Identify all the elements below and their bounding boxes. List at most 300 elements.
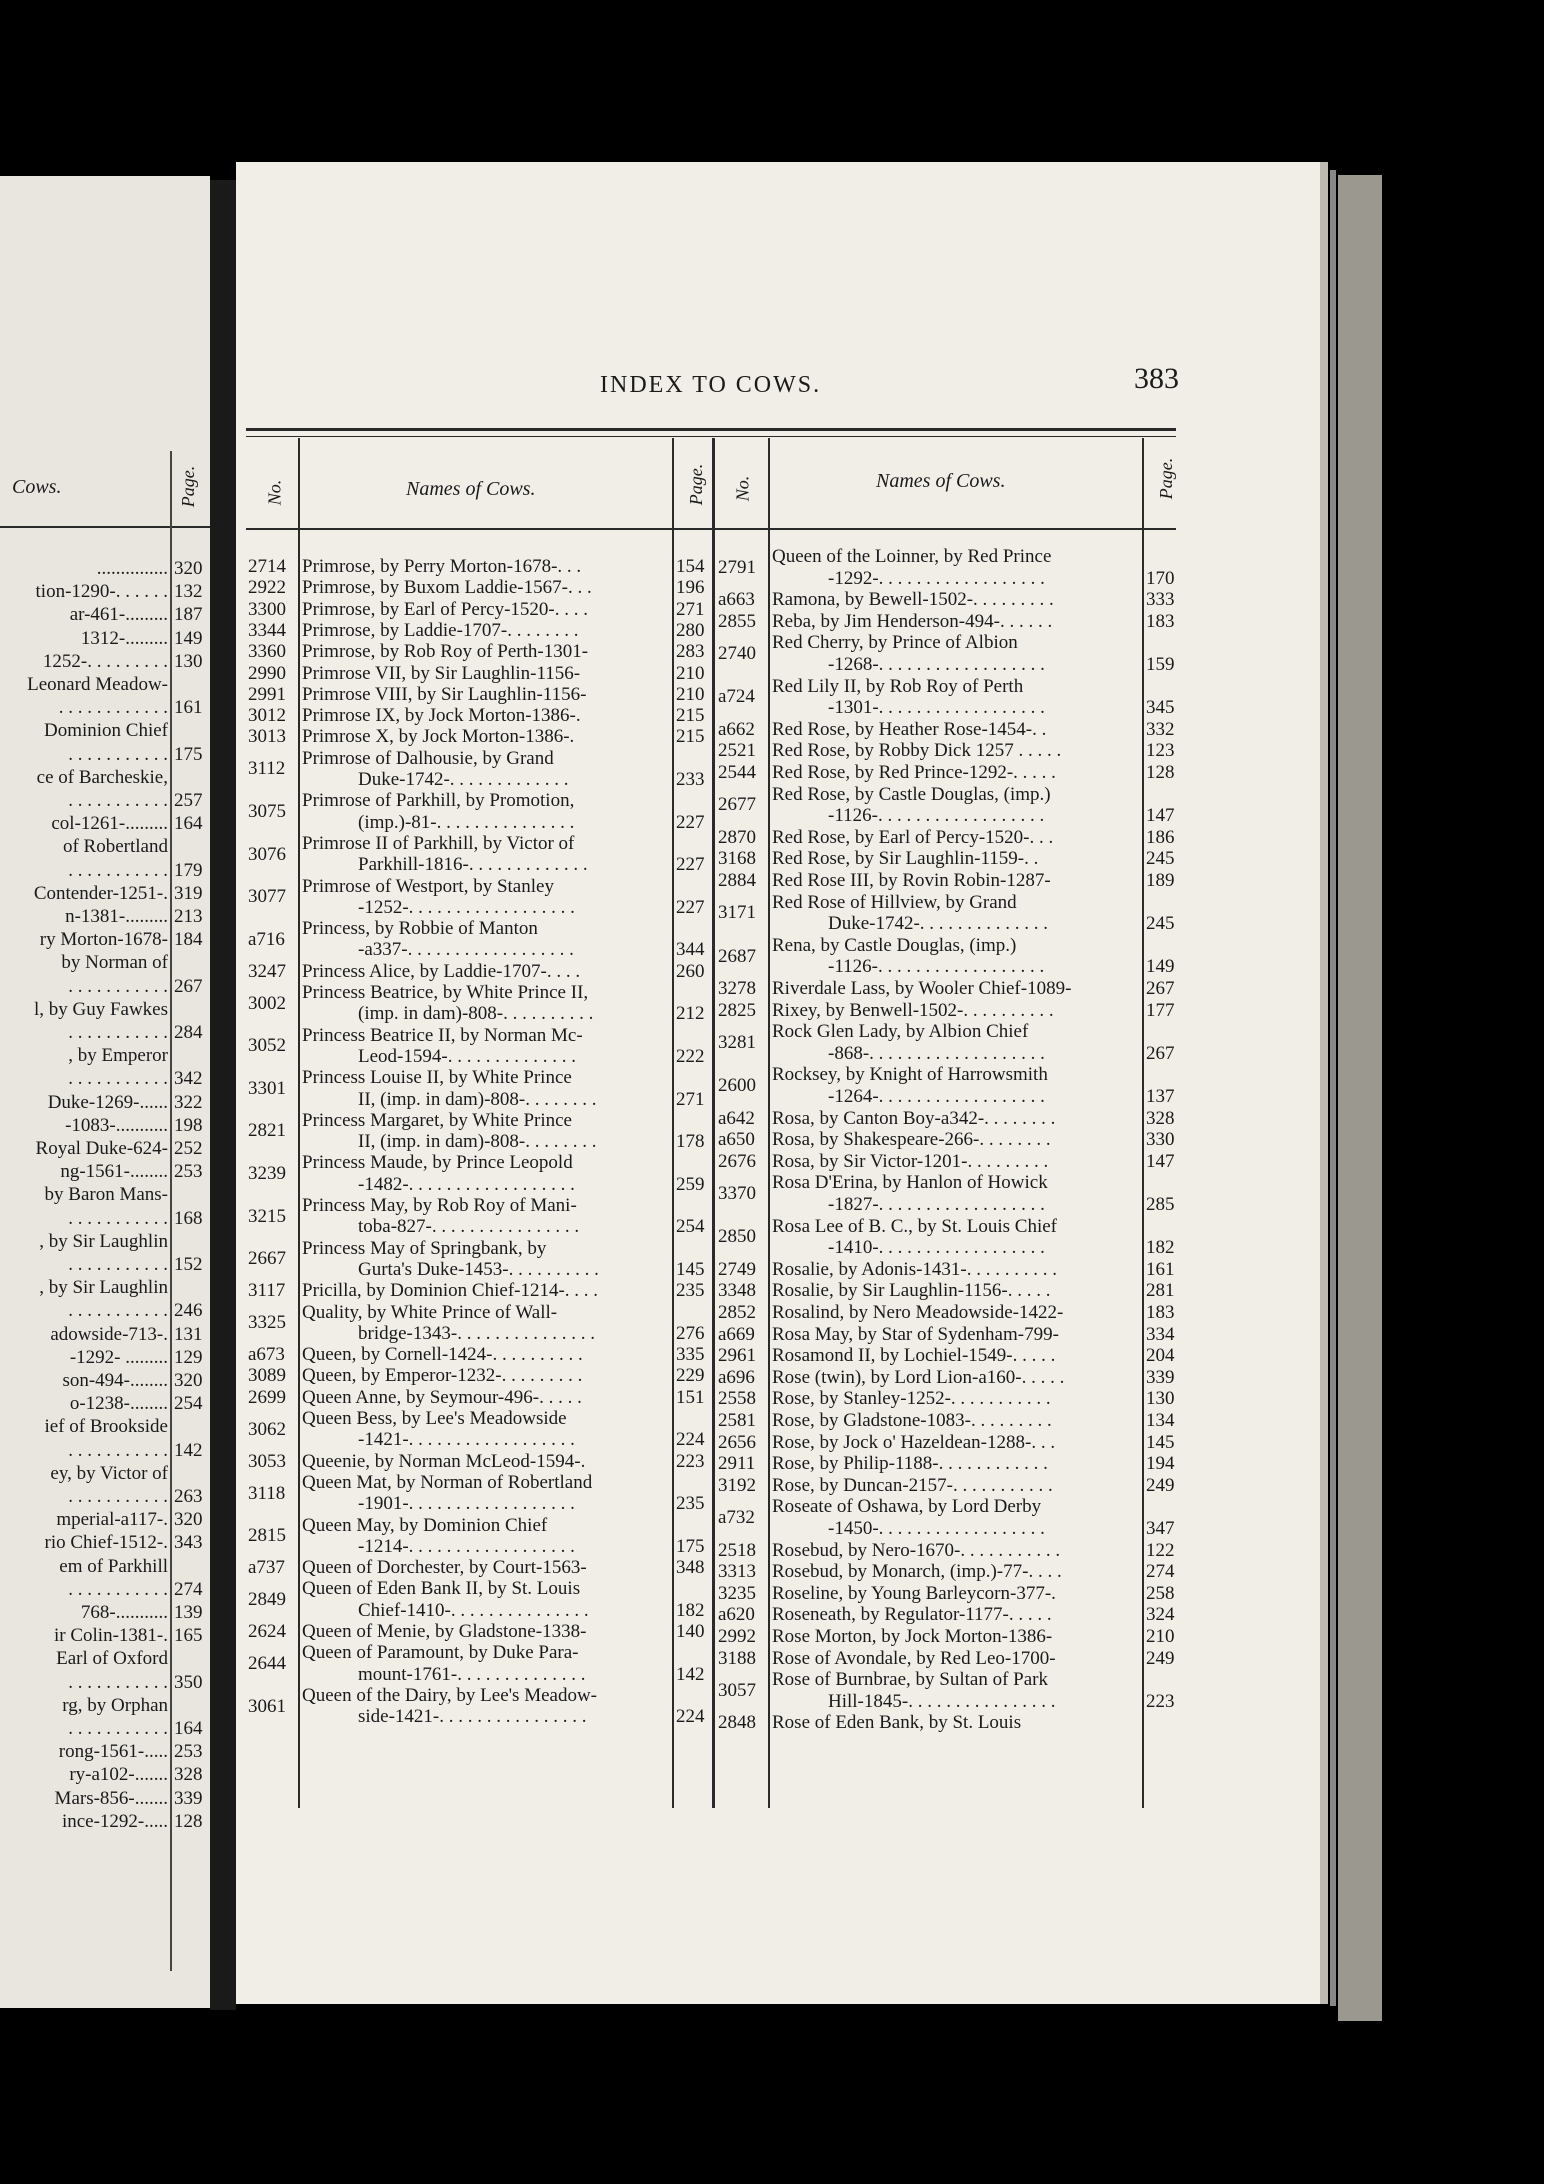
left-row-text: . . . . . . . . . . . [68, 1207, 168, 1229]
entry-number: 2991 [248, 683, 286, 705]
entry-name: Queen of Menie, by Gladstone-1338- [302, 1621, 587, 1642]
entry-page: 189 [1146, 870, 1175, 891]
left-row-page: 132 [174, 581, 203, 603]
entry-name: Primrose, by Buxom Laddie-1567-. . . [302, 577, 592, 599]
left-row-page: 179 [174, 859, 203, 881]
entry-name: Duke-1742-. . . . . . . . . . . . . . [828, 913, 1049, 935]
entry-name: Red Rose, by Sir Laughlin-1159-. . [772, 848, 1039, 870]
entry-page: 215 [676, 726, 705, 748]
entry-name: -1301-. . . . . . . . . . . . . . . . . . [828, 697, 1045, 719]
entry-page: 254 [676, 1216, 705, 1238]
header-rule [246, 528, 1176, 530]
entry-name: -1252-. . . . . . . . . . . . . . . . . . [358, 896, 575, 918]
entry-page: 245 [1146, 848, 1175, 870]
entry-name: Primrose II of Parkhill, by Victor of [302, 832, 575, 854]
left-row-page: 130 [174, 650, 203, 672]
entry-name: Princess Alice, by Laddie-1707-. . . . [302, 960, 581, 982]
left-row-text: . . . . . . . . . . . [68, 1718, 168, 1739]
entry-number: 3089 [248, 1365, 286, 1387]
entry-number: a662 [718, 718, 755, 740]
entry-number: 2544 [718, 762, 756, 783]
entry-name: toba-827-. . . . . . . . . . . . . . . . [358, 1216, 580, 1238]
entry-name: Princess, by Robbie of Manton [302, 918, 538, 940]
entry-name: Rose Morton, by Jock Morton-1386- [772, 1626, 1053, 1647]
left-row-page: 284 [174, 1022, 203, 1043]
left-row-text: rio Chief-1512-. [44, 1532, 168, 1554]
entry-number: 2624 [248, 1621, 286, 1642]
entry-page: 145 [676, 1258, 705, 1280]
left-row-text: ce of Barcheskie, [36, 766, 168, 788]
left-row-page: 274 [174, 1578, 203, 1600]
left-row-text: . . . . . . . . . . . [68, 975, 168, 997]
left-names-header: Cows. [12, 476, 62, 498]
entry-page: 259 [676, 1173, 705, 1195]
entry-page: 235 [676, 1280, 705, 1302]
column-divider [712, 438, 715, 1808]
entry-number: 3057 [718, 1680, 756, 1701]
entry-name: Riverdale Lass, by Wooler Chief-1089- [772, 978, 1072, 999]
entry-number: 3061 [248, 1695, 286, 1717]
entry-number: 3360 [248, 641, 286, 663]
left-row-text: , by Emperor [68, 1045, 168, 1067]
entry-page: 245 [1146, 913, 1175, 935]
page-edge [1338, 175, 1382, 2021]
entry-name: -1410-. . . . . . . . . . . . . . . . . . [828, 1237, 1045, 1259]
entry-name: -868-. . . . . . . . . . . . . . . . . . . [828, 1042, 1045, 1064]
col2-no-header: No. [732, 475, 753, 502]
left-row-text: . . . . . . . . . . . [68, 1068, 168, 1090]
left-row-text: Earl of Oxford [56, 1648, 168, 1670]
entry-page: 137 [1146, 1086, 1175, 1107]
left-row-text: . . . . . . . . . . . [68, 1254, 168, 1275]
entry-number: 2815 [248, 1525, 286, 1547]
entry-name: Rosa May, by Star of Sydenham-799- [772, 1323, 1059, 1345]
left-row-text: adowside-713-. [50, 1323, 168, 1345]
entry-number: a737 [248, 1557, 285, 1579]
entry-page: 210 [1146, 1626, 1175, 1647]
entry-name: -1827-. . . . . . . . . . . . . . . . . . [828, 1194, 1045, 1215]
entry-name: (imp. in dam)-808-. . . . . . . . . . [358, 1003, 594, 1025]
entry-page: 154 [676, 556, 705, 577]
entry-name: Roseate of Oshawa, by Lord Derby [772, 1496, 1042, 1518]
left-row-text: 1252-. . . . . . . . . [42, 650, 168, 672]
entry-name: Red Rose, by Heather Rose-1454-. . [772, 718, 1047, 740]
left-row-page: 263 [174, 1486, 203, 1507]
entry-number: 2849 [248, 1589, 286, 1611]
entry-name: Quality, by White Prince of Wall- [302, 1301, 558, 1323]
entry-number: 3077 [248, 886, 286, 908]
entry-name: Rosalind, by Nero Meadowside-1422- [772, 1302, 1064, 1323]
left-row-page: 252 [174, 1138, 203, 1159]
entry-page: 324 [1146, 1604, 1175, 1626]
entry-name: Red Rose, by Castle Douglas, (imp.) [772, 783, 1051, 805]
entry-name: Primrose IX, by Jock Morton-1386-. [302, 705, 581, 727]
left-row-page: 168 [174, 1207, 203, 1229]
entry-page: 335 [676, 1344, 705, 1366]
entry-name: Queen, by Cornell-1424-. . . . . . . . . . [302, 1344, 583, 1366]
entry-page: 223 [1146, 1690, 1175, 1712]
left-row-page: 319 [174, 882, 203, 904]
entry-number: 3013 [248, 726, 286, 748]
entry-number: 3117 [248, 1280, 286, 1302]
entry-page: 182 [1146, 1237, 1175, 1259]
entry-number: 2855 [718, 610, 756, 632]
entry-name: Queen, by Emperor-1232-. . . . . . . . . [302, 1365, 583, 1387]
entry-name: Rose, by Gladstone-1083-. . . . . . . . . [772, 1410, 1052, 1431]
left-row-page: 350 [174, 1671, 203, 1693]
entry-name: Primrose, by Earl of Percy-1520-. . . . [302, 598, 588, 620]
entry-name: -1126-. . . . . . . . . . . . . . . . . . [828, 805, 1045, 827]
entry-page: 267 [1146, 978, 1175, 999]
col2-page-header: Page. [1156, 457, 1177, 500]
entry-name: Primrose of Parkhill, by Promotion, [302, 790, 575, 812]
entry-name: Red Rose of Hillview, by Grand [772, 891, 1017, 913]
entry-name: Rosamond II, by Lochiel-1549-. . . . . [772, 1345, 1056, 1367]
entry-name: Primrose of Dalhousie, by Grand [302, 747, 554, 769]
entry-number: 3301 [248, 1077, 286, 1099]
entry-number: 2656 [718, 1431, 756, 1453]
entry-number: 2558 [718, 1388, 756, 1410]
left-row-text: n-1381-......... [65, 906, 168, 927]
entry-number: 2521 [718, 740, 756, 762]
entry-number: 3118 [248, 1482, 286, 1504]
entry-page: 145 [1146, 1431, 1175, 1453]
entry-page: 227 [676, 896, 705, 918]
entry-page: 204 [1146, 1345, 1175, 1367]
left-row-text: ief of Brookside [44, 1416, 168, 1438]
entry-name: Princess Louise II, by White Prince [302, 1067, 572, 1089]
col2-page-rule [1142, 438, 1144, 1808]
left-row-page: 322 [174, 1091, 203, 1113]
left-row-text: ince-1292-..... [61, 1810, 168, 1832]
left-row-text: . . . . . . . . . . . [68, 790, 168, 811]
entry-name: Queen Bess, by Lee's Meadowside [302, 1408, 567, 1429]
entry-number: 2749 [718, 1258, 756, 1280]
entry-number: 2676 [718, 1150, 756, 1172]
left-row-text: o-1238-........ [69, 1393, 168, 1415]
entry-name: Rosalie, by Adonis-1431-. . . . . . . . . . [772, 1258, 1057, 1280]
entry-number: 3247 [248, 960, 286, 982]
left-row-page: 328 [174, 1764, 203, 1786]
entry-page: 229 [676, 1365, 705, 1387]
left-row-page: 257 [174, 790, 203, 811]
left-page-header: Page. [178, 465, 199, 508]
entry-page: 130 [1146, 1388, 1175, 1410]
col1-no-rule [298, 438, 300, 1808]
entry-name: Red Rose, by Red Prince-1292-. . . . . [772, 762, 1056, 783]
entry-page: 210 [676, 662, 705, 684]
entry-number: 2581 [718, 1410, 756, 1431]
entry-page: 151 [676, 1386, 705, 1408]
entry-page: 280 [676, 619, 705, 641]
entry-name: Red Rose, by Earl of Percy-1520-. . . [772, 826, 1054, 848]
entry-name: Rose of Burnbrae, by Sultan of Park [772, 1669, 1048, 1691]
left-page-column-rule [170, 451, 172, 1971]
entry-name: Primrose, by Rob Roy of Perth-1301- [302, 641, 589, 663]
entry-name: Rose, by Jock o' Hazeldean-1288-. . . [772, 1431, 1056, 1453]
left-row-page: 142 [174, 1439, 203, 1461]
entry-number: 2825 [718, 999, 756, 1021]
left-row-page: 253 [174, 1741, 203, 1763]
entry-number: a724 [718, 686, 755, 708]
left-row-text: , by Sir Laughlin [39, 1277, 168, 1299]
entry-number: a620 [718, 1604, 755, 1626]
left-row-text: of Robertland [62, 836, 168, 858]
entry-name: Primrose VIII, by Sir Laughlin-1156- [302, 683, 587, 705]
entry-page: 333 [1146, 589, 1175, 611]
top-rule [246, 428, 1176, 431]
left-row-page: 254 [174, 1393, 203, 1415]
entry-number: 3076 [248, 843, 286, 865]
entry-number: 2677 [718, 794, 756, 816]
left-row-text: Royal Duke-624- [35, 1138, 168, 1159]
entry-page: 140 [676, 1621, 705, 1642]
left-row-page: 342 [174, 1068, 203, 1090]
entry-page: 123 [1146, 740, 1175, 762]
entry-name: Queen of Eden Bank II, by St. Louis [302, 1578, 581, 1600]
entry-name: Primrose X, by Jock Morton-1386-. [302, 726, 575, 748]
entry-name: Primrose, by Laddie-1707-. . . . . . . . [302, 619, 579, 641]
entry-name: Red Rose, by Robby Dick 1257 . . . . . [772, 740, 1062, 762]
left-row-text: . . . . . . . . . . . [68, 1671, 168, 1693]
entry-name: Queen of Paramount, by Duke Para- [302, 1642, 579, 1664]
entry-name: II, (imp. in dam)-808-. . . . . . . . [358, 1088, 597, 1110]
entry-page: 344 [676, 939, 705, 961]
left-row-text: . . . . . . . . . . . [68, 859, 168, 881]
entry-name: Leod-1594-. . . . . . . . . . . . . . [358, 1045, 576, 1067]
entry-name: Roseline, by Young Barleycorn-377-. [772, 1582, 1056, 1604]
entry-page: 128 [1146, 762, 1175, 783]
entry-name: Duke-1742-. . . . . . . . . . . . . [358, 769, 569, 790]
entry-number: 2992 [718, 1626, 756, 1647]
left-header-rule [0, 526, 210, 528]
entry-name: -1450-. . . . . . . . . . . . . . . . . . [828, 1518, 1045, 1539]
entry-number: a673 [248, 1344, 285, 1366]
entry-number: 3370 [718, 1183, 756, 1205]
entry-name: Queen of the Dairy, by Lee's Meadow- [302, 1684, 598, 1706]
entry-name: Chief-1410-. . . . . . . . . . . . . . . [358, 1599, 589, 1621]
entry-number: a696 [718, 1366, 755, 1388]
page-number: 383 [1134, 362, 1179, 395]
entry-number: 2687 [718, 945, 756, 967]
left-row-page: 161 [174, 697, 203, 719]
entry-name: Queen Anne, by Seymour-496-. . . . . [302, 1386, 582, 1408]
col1-no-header: No. [264, 479, 285, 506]
entry-name: -1482-. . . . . . . . . . . . . . . . . . [358, 1173, 575, 1195]
entry-name: Hill-1845-. . . . . . . . . . . . . . . . [828, 1690, 1056, 1712]
entry-page: 175 [676, 1535, 705, 1557]
entry-name: Primrose, by Perry Morton-1678-. . . [302, 556, 582, 577]
entry-name: Princess May of Springbank, by [302, 1237, 547, 1259]
entry-number: 3112 [248, 758, 286, 780]
left-row-text: by Norman of [61, 952, 168, 974]
left-row-text: em of Parkhill [59, 1555, 168, 1577]
entry-number: a716 [248, 928, 285, 950]
entry-number: 3053 [248, 1450, 286, 1472]
entry-name: Gurta's Duke-1453-. . . . . . . . . . [358, 1258, 599, 1280]
left-row-text: . . . . . . . . . . . [68, 743, 168, 765]
entry-page: 235 [676, 1493, 705, 1515]
entry-name: Pricilla, by Dominion Chief-1214-. . . . [302, 1280, 599, 1302]
entry-name: Rose of Avondale, by Red Leo-1700- [772, 1647, 1056, 1669]
entry-number: 2848 [718, 1712, 756, 1734]
entry-name: (imp.)-81-. . . . . . . . . . . . . . . [358, 811, 575, 833]
entry-name: -1292-. . . . . . . . . . . . . . . . . . [828, 567, 1045, 589]
entry-name: Rosebud, by Monarch, (imp.)-77-. . . . [772, 1561, 1062, 1583]
entry-page: 347 [1146, 1518, 1175, 1539]
left-row-page: 175 [174, 743, 203, 765]
entry-name: Roseneath, by Regulator-1177-. . . . . [772, 1604, 1052, 1626]
entry-name: -1126-. . . . . . . . . . . . . . . . . . [828, 956, 1045, 978]
left-row-text: Duke-1269-...... [47, 1091, 168, 1113]
entry-number: 3325 [248, 1312, 286, 1334]
left-row-page: 139 [174, 1602, 203, 1623]
entry-name: Princess Beatrice II, by Norman Mc- [302, 1024, 583, 1046]
left-row-text: ............... [96, 558, 168, 579]
left-row-page: 267 [174, 975, 203, 997]
entry-page: 222 [676, 1045, 705, 1067]
entry-number: 3188 [718, 1647, 756, 1669]
left-row-text: l, by Guy Fawkes [33, 998, 168, 1020]
entry-name: Queen Mat, by Norman of Robertland [302, 1471, 593, 1493]
entry-number: 3192 [718, 1474, 756, 1496]
entry-number: 3075 [248, 800, 286, 822]
entry-number: 2791 [718, 556, 756, 578]
left-row-page: 246 [174, 1300, 203, 1322]
left-row-text: . . . . . . . . . . . [68, 1578, 168, 1600]
entry-number: 2961 [718, 1345, 756, 1367]
entry-name: Rosa, by Shakespeare-266-. . . . . . . . [772, 1129, 1051, 1151]
left-row-text: Leonard Meadow- [27, 674, 168, 695]
entry-page: 134 [1146, 1410, 1175, 1431]
left-row-page: 343 [174, 1532, 203, 1554]
entry-page: 260 [676, 960, 705, 982]
entry-page: 147 [1146, 805, 1175, 827]
entry-name: Red Cherry, by Prince of Albion [772, 632, 1018, 654]
entry-page: 186 [1146, 826, 1175, 848]
left-row-text: Contender-1251-. [33, 882, 168, 904]
entry-name: Queenie, by Norman McLeod-1594-. [302, 1450, 586, 1472]
entry-page: 281 [1146, 1280, 1175, 1302]
entry-page: 274 [1146, 1561, 1175, 1583]
left-row-page: 131 [174, 1323, 203, 1345]
entry-name: Princess Maude, by Prince Leopold [302, 1152, 573, 1174]
entry-name: -1268-. . . . . . . . . . . . . . . . . . [828, 654, 1045, 675]
entry-page: 170 [1146, 567, 1175, 589]
entry-name: Rose, by Duncan-2157-. . . . . . . . . . . [772, 1474, 1053, 1496]
left-row-text: 1312-......... [80, 627, 168, 649]
left-row-text: . . . . . . . . . . . . [58, 697, 168, 719]
entry-number: a669 [718, 1323, 755, 1345]
entry-number: a663 [718, 589, 755, 611]
entry-number: 2518 [718, 1539, 756, 1561]
left-row-text: rg, by Orphan [62, 1694, 168, 1716]
entry-number: 2990 [248, 662, 286, 684]
entry-name: Princess Beatrice, by White Prince II, [302, 982, 589, 1003]
left-row-text: ng-1561-........ [60, 1161, 168, 1183]
entry-number: 2821 [248, 1120, 286, 1142]
entry-page: 161 [1146, 1258, 1175, 1280]
entry-page: 159 [1146, 654, 1175, 675]
entry-page: 196 [676, 577, 705, 599]
entry-page: 283 [676, 641, 705, 663]
entry-number: 2644 [248, 1652, 286, 1674]
left-row-page: 187 [174, 604, 203, 626]
entry-number: a642 [718, 1107, 755, 1129]
entry-name: Rosa D'Erina, by Hanlon of Howick [772, 1172, 1048, 1194]
entry-name: Ramona, by Bewell-1502-. . . . . . . . . [772, 589, 1054, 611]
left-page [0, 176, 210, 2008]
entry-name: Rena, by Castle Douglas, (imp.) [772, 934, 1017, 956]
entry-page: 177 [1146, 999, 1175, 1021]
entry-name: Rosa, by Canton Boy-a342-. . . . . . . . [772, 1107, 1056, 1129]
entry-name: Rose, by Stanley-1252-. . . . . . . . . . . [772, 1388, 1051, 1410]
entry-number: 2870 [718, 826, 756, 848]
entry-number: 2600 [718, 1075, 756, 1097]
left-row-page: 213 [174, 906, 203, 927]
left-row-page: 320 [174, 558, 203, 579]
entry-number: 2740 [718, 643, 756, 665]
left-row-text: by Baron Mans- [44, 1184, 168, 1206]
left-row-text: Mars-856-....... [54, 1787, 168, 1809]
entry-page: 258 [1146, 1582, 1175, 1604]
entry-name: -1421-. . . . . . . . . . . . . . . . . . [358, 1429, 575, 1451]
entry-number: 3168 [718, 848, 756, 870]
entry-name: Rosalie, by Sir Laughlin-1156-. . . . . [772, 1280, 1051, 1302]
entry-number: 2884 [718, 870, 756, 891]
entry-number: 2850 [718, 1226, 756, 1248]
left-row-text: , by Sir Laughlin [39, 1230, 168, 1252]
entry-page: 249 [1146, 1647, 1175, 1669]
page-edge [1330, 170, 1336, 2006]
entry-name: Rose, by Philip-1188-. . . . . . . . . . . . [772, 1453, 1048, 1475]
entry-number: 3235 [718, 1582, 756, 1604]
entry-page: 233 [676, 769, 705, 790]
entry-number: 3281 [718, 1032, 756, 1053]
left-row-page: 320 [174, 1370, 203, 1391]
entry-page: 332 [1146, 718, 1175, 740]
left-row-text: -1292- ......... [69, 1346, 168, 1368]
left-row-text: col-1261-......... [51, 813, 168, 835]
entry-name: -1264-. . . . . . . . . . . . . . . . . . [828, 1086, 1045, 1107]
left-row-page: 164 [174, 813, 203, 835]
entry-page: 210 [676, 683, 705, 705]
entry-name: Primrose VII, by Sir Laughlin-1156- [302, 662, 581, 684]
entry-name: Rose (twin), by Lord Lion-a160-. . . . . [772, 1366, 1065, 1388]
entry-name: Reba, by Jim Henderson-494-. . . . . . [772, 610, 1053, 632]
left-row-text: tion-1290-. . . . . . [35, 581, 168, 603]
col1-page-rule [672, 438, 674, 1808]
left-row-text: son-494-........ [62, 1370, 168, 1391]
entry-name: Rosa, by Sir Victor-1201-. . . . . . . . . [772, 1150, 1049, 1172]
entry-name: Rosa Lee of B. C., by St. Louis Chief [772, 1215, 1057, 1237]
entry-number: 3300 [248, 598, 286, 620]
left-row-page: 149 [174, 627, 203, 649]
entry-page: 215 [676, 705, 705, 727]
entry-number: 2852 [718, 1302, 756, 1323]
entry-name: Primrose of Westport, by Stanley [302, 875, 554, 897]
left-row-page: 339 [174, 1787, 203, 1809]
left-row-page: 184 [174, 929, 203, 951]
entry-number: 3239 [248, 1163, 286, 1185]
entry-name: side-1421-. . . . . . . . . . . . . . . . [358, 1706, 587, 1728]
entry-page: 122 [1146, 1539, 1175, 1561]
left-row-page: 165 [174, 1625, 203, 1647]
entry-page: 345 [1146, 697, 1175, 719]
entry-number: 2911 [718, 1453, 756, 1475]
entry-page: 212 [676, 1003, 705, 1025]
entry-page: 223 [676, 1450, 705, 1472]
